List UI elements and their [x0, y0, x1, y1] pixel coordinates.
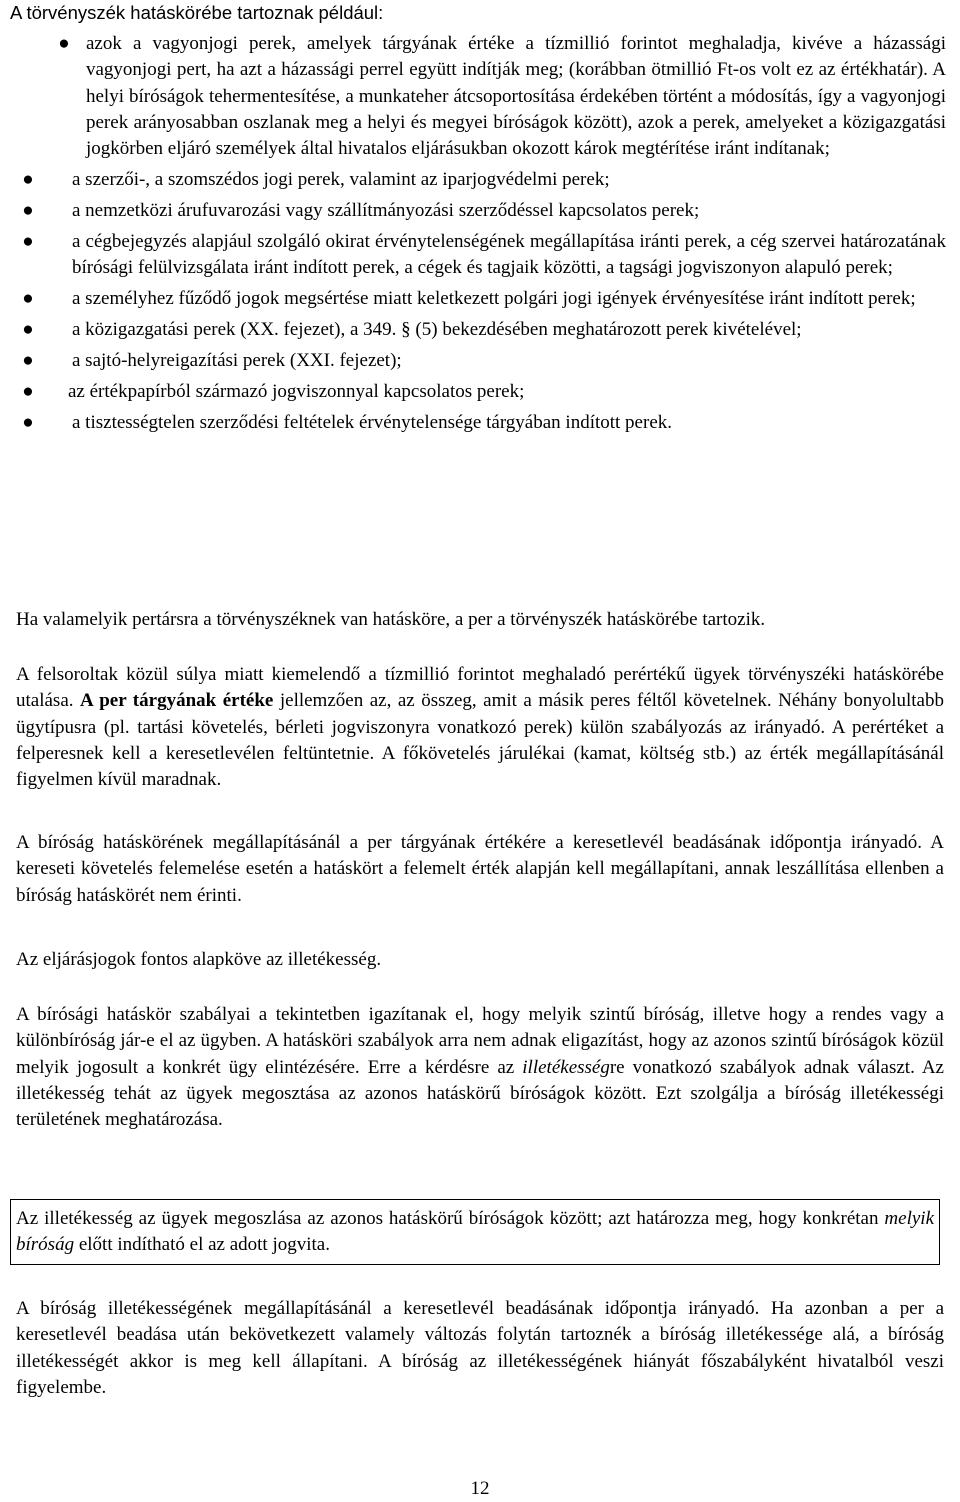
- bullet-icon: ●: [22, 169, 34, 191]
- paragraph-jurisdiction-intro: Az eljárásjogok fontos alapköve az illetékesség.: [16, 949, 382, 970]
- paragraph-filing-date: A bíróság hatáskörének megállapításánál a per tárgyának értékére a keresetlevél beadásának időpontja irányadó. A kereseti követelés felemelése esetén a hatáskört a felemelt érték alapján kell megállapítani, annak leszállítása ellenben a bíróság hatáskörét nem érinti.: [16, 832, 944, 906]
- list-heading: A törvényszék hatáskörébe tartoznak például:: [10, 2, 384, 23]
- list-item-text: a szerzői-, a szomszédos jogi perek, valamint az iparjogvédelmi perek;: [72, 169, 610, 191]
- list-item: [0, 286, 960, 312]
- definition-box: [10, 1199, 940, 1265]
- bullet-icon: ●: [22, 230, 34, 252]
- list-item: [0, 410, 960, 436]
- bullet-icon: ●: [22, 380, 34, 402]
- list-item: [0, 31, 960, 162]
- competence-list: [0, 31, 960, 436]
- italic-term: illetékesség: [522, 1056, 610, 1078]
- list-item-text: a tisztességtelen szerződési feltételek érvénytelensége tárgyában indított perek.: [72, 411, 673, 433]
- list-item: [0, 317, 960, 343]
- bold-term: A per tárgyának értéke: [80, 690, 274, 712]
- bullet-icon: ●: [22, 288, 34, 310]
- list-item: [0, 198, 960, 224]
- paragraph-jurisdiction-rules: A bírósági hatáskör szabályai a tekintetben igazítanak el, hogy melyik szintű bíróság, illetve hogy a rendes vagy a különbíróság jár-e el az ügyben. A hatásköri szabályok arra nem adnak eligazítást, hogy az azonos szintű bíróságok közül melyik jogosult a konkrét ügy elintézésére. Erre a kérdésre az illetékességre vonatkozó szabályok adnak választ. Az illetékesség tehát az ügyek megosztása az azonos hatáskörű bíróságok között. Ezt szolgálja a bíróság illetékességi területének meghatározása.: [16, 1004, 944, 1131]
- list-item-text: azok a vagyonjogi perek, amelyek tárgyának értéke a tízmillió forintot meghaladja, kivéve a házassági vagyonjogi pert, ha azt a házassági perrel együtt indítják meg; (korábban ötmillió Ft-os volt ez az értékhatár). A helyi bíróságok tehermentesítése, a munkateher átcsoportosítása érdekében történt a módosítás, így a vagyonjogi perek arányosabban oszlanak meg a helyi és megyei bíróságok között), azok a perek, amelyeket a közigazgatási jogkörben eljáró személyek által hivatalos eljárásukban okozott károk megtérítése iránt indítanak;: [86, 33, 946, 160]
- list-item-text: a személyhez fűződő jogok megsértése miatt keletkezett polgári jogi igények érvényesítése iránt indított perek;: [72, 288, 916, 310]
- list-item: [0, 167, 960, 193]
- list-item-text: a közigazgatási perek (XX. fejezet), a 349. § (5) bekezdésében meghatározott perek kivételével;: [72, 318, 802, 340]
- paragraph-jurisdiction-timing: A bíróság illetékességének megállapításánál a keresetlevél beadásának időpontja irányadó. Ha azonban a per a keresetlevél beadása után bekövetkezett valamely változás folytán tartoznék a bíróság illetékessége alá, a bíróság illetékességét akkor is meg kell állapítani. A bíróság az illetékességének hiányát főszabályként hivatalból veszi figyelembe.: [16, 1298, 944, 1398]
- bullet-icon: ●: [22, 349, 34, 371]
- list-item-text: a nemzetközi árufuvarozási vagy szállítmányozási szerződéssel kapcsolatos perek;: [72, 199, 700, 221]
- bullet-icon: ●: [58, 33, 70, 54]
- bullet-icon: ●: [22, 199, 34, 221]
- bullet-icon: ●: [22, 318, 34, 340]
- italic-term: melyik bíróság: [16, 1208, 934, 1256]
- list-item: [0, 379, 960, 405]
- paragraph-claim-value: A felsoroltak közül súlya miatt kiemelendő a tízmillió forintot meghaladó perértékű ügyek törvényszéki hatáskörébe utalása. A per tárgyának értéke jellemzően az, az összeg, amit a másik peres féltől követelnek. Néhány bonyolultabb ügytípusra (pl. tartási követelés, bérleti jogviszonyra vonatkozó perek) külön szabályozás az irányadó. A perértéket a felperesnek kell a keresetlevélen feltüntetnie. A főkövetelés járulékai (kamat, költség stb.) az érték megállapításánál figyelmen kívül maradnak.: [16, 664, 944, 791]
- definition-text: Az illetékesség az ügyek megoszlása az azonos hatáskörű bíróságok között; azt határozza meg, hogy konkrétan melyik bíróság előtt indítható el az adott jogvita.: [16, 1208, 934, 1256]
- list-item: [0, 229, 960, 282]
- list-item-text: a cégbejegyzés alapjául szolgáló okirat érvénytelenségének megállapítása iránti perek, a cég szervei határozatának bírósági felülvizsgálata iránt indított perek, a cégek és tagjaik közötti, a tagsági jogviszonyon alapuló perek;: [72, 230, 946, 279]
- list-item: [0, 348, 960, 374]
- bullet-icon: ●: [22, 411, 34, 433]
- page-number: 12: [470, 1478, 490, 1499]
- list-item-text: a sajtó-helyreigazítási perek (XXI. fejezet);: [72, 349, 402, 371]
- list-item-text: az értékpapírból származó jogviszonnyal kapcsolatos perek;: [68, 380, 525, 402]
- paragraph-co-litigant: Ha valamelyik pertársra a törvényszéknek van hatásköre, a per a törvényszék hatáskörébe tartozik.: [16, 609, 766, 630]
